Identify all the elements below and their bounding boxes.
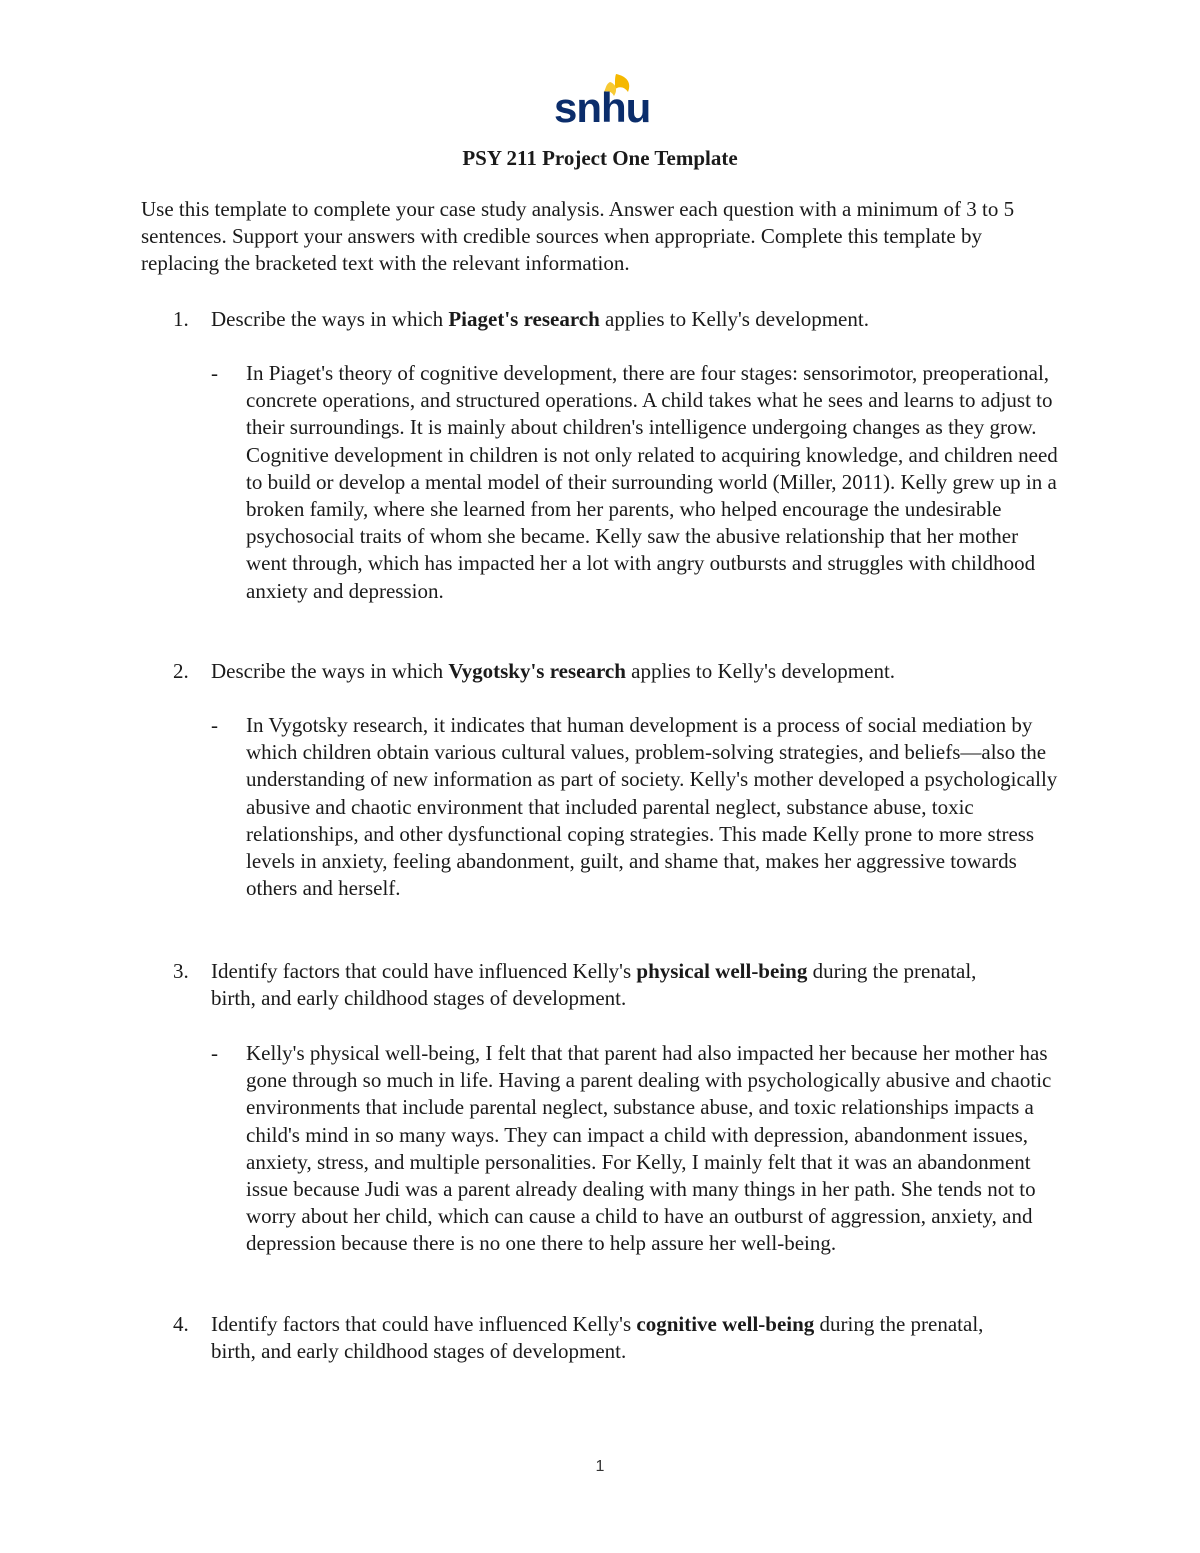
question-text: Identify factors that could have influenced Kelly's cognitive well-being during the prenatal, birth, and early childhood stages of development.	[211, 1312, 984, 1364]
question-number: 1.	[173, 307, 189, 331]
answer-bullet: -	[211, 1041, 218, 1065]
question-text: Identify factors that could have influenced Kelly's physical well-being during the prenatal, birth, and early childhood stages of development.	[211, 959, 977, 1011]
answer-bullet: -	[211, 713, 218, 737]
snhu-logo	[554, 72, 651, 132]
answer-bullet: -	[211, 361, 218, 385]
logo-wordmark: snhu	[554, 84, 651, 131]
answer-text: In Piaget's theory of cognitive development, there are four stages: sensorimotor, preoperational, concrete operations, and structured operations. A child takes what he sees and learns to adjust to their surroundings. It is mainly about children's intelligence undergoing changes as they grow. Cognitive development in children is not only related to acquiring knowledge, and children need to build or develop a mental model of their surrounding world (Miller, 2011). Kelly grew up in a broken family, where she learned from her parents, who helped encourage the undesirable psychosocial traits of whom she became. Kelly saw the abusive relationship that her mother went through, which has impacted her a lot with angry outbursts and struggles with childhood anxiety and depression.	[246, 361, 1058, 603]
intro-paragraph: Use this template to complete your case study analysis. Answer each question with a minimum of 3 to 5 sentences. Support your answers with credible sources when appropriate. Complete this template by replacing the bracketed text with the relevant information.	[141, 197, 1015, 276]
page-number: 1	[595, 1458, 605, 1475]
question-number: 4.	[173, 1312, 189, 1336]
document-title: PSY 211 Project One Template	[462, 146, 738, 170]
question-text: Describe the ways in which Piaget's research applies to Kelly's development.	[211, 307, 869, 331]
question-text: Describe the ways in which Vygotsky's research applies to Kelly's development.	[211, 659, 896, 683]
question-keyword: cognitive well-being	[636, 1312, 815, 1336]
question-keyword: Vygotsky's research	[448, 659, 626, 683]
question-keyword: physical well-being	[636, 959, 808, 983]
answer-text: In Vygotsky research, it indicates that human development is a process of social mediation by which children obtain various cultural values, problem-solving strategies, and beliefs—also the understanding of new information as part of society. Kelly's mother developed a psychologically abusive and chaotic environment that included parental neglect, substance abuse, toxic relationships, and other dysfunctional coping strategies. This made Kelly prone to more stress levels in anxiety, feeling abandonment, guilt, and shame that, makes her aggressive towards others and herself.	[246, 713, 1058, 901]
question-number: 3.	[173, 959, 189, 983]
answer-text: Kelly's physical well-being, I felt that that parent had also impacted her because her mother has gone through so much in life. Having a parent dealing with psychologically abusive and chaotic environments that include parental neglect, substance abuse, and toxic relationships impacts a child's mind in so many ways. They can impact a child with depression, abandonment issues, anxiety, stress, and multiple personalities. For Kelly, I mainly felt that it was an abandonment issue because Judi was a parent already dealing with many things in her path. She tends not to worry about her child, which can cause a child to have an outburst of aggression, anxiety, and depression because there is no one there to help assure her well-being.	[246, 1041, 1052, 1256]
question-number: 2.	[173, 659, 189, 683]
question-keyword: Piaget's research	[448, 307, 600, 331]
